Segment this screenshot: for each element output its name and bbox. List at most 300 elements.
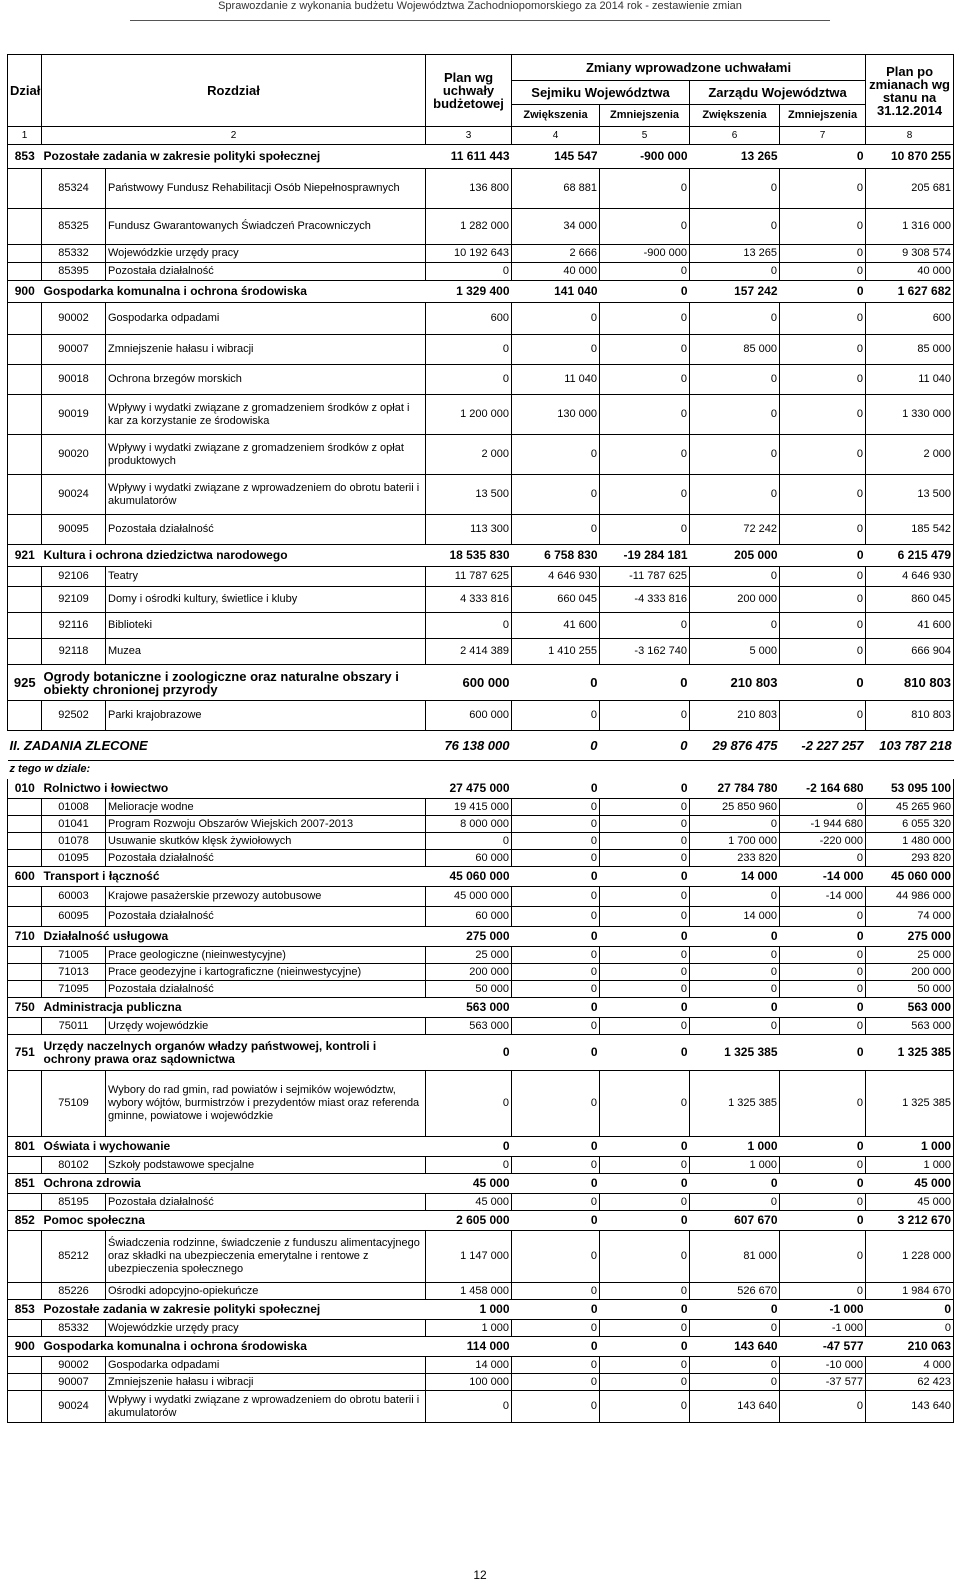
plan-po-value: 205 681	[866, 169, 954, 209]
sejmik-zwiekszenia-value: 141 040	[512, 281, 600, 303]
dzial-cell-empty	[8, 1231, 42, 1283]
rozdzial-code: 90007	[42, 335, 106, 365]
rozdzial-name: Usuwanie skutków klęsk żywiołowych	[106, 833, 426, 850]
sejmik-zwiekszenia-value: 0	[512, 1194, 600, 1211]
dzial-row	[8, 779, 954, 799]
zarzad-zwiekszenia-value: 81 000	[690, 1231, 780, 1283]
dzial-cell-empty	[8, 169, 42, 209]
plan-value: 136 800	[426, 169, 512, 209]
rozdzial-code: 75011	[42, 1018, 106, 1035]
plan-po-value: 4 000	[866, 1357, 954, 1374]
rozdzial-row	[8, 947, 954, 964]
budget-changes-table	[7, 54, 954, 1423]
dzial-name: Pozostałe zadania w zakresie polityki społecznej	[42, 145, 426, 169]
zarzad-zwiekszenia-value: 0	[690, 567, 780, 587]
dzial-cell-empty	[8, 887, 42, 907]
rozdzial-row	[8, 303, 954, 335]
dzial-code: 600	[8, 867, 42, 887]
sejmik-zmniejszenia-value: 0	[600, 365, 690, 395]
sejmik-zwiekszenia-value: 0	[512, 515, 600, 545]
sejmik-zwiekszenia-value: 0	[512, 850, 600, 867]
plan-value: 60 000	[426, 850, 512, 867]
col-header-zarzad-zwiekszenia: Zwiększenia	[690, 105, 780, 127]
zarzad-zmniejszenia-value: -2 227 257	[780, 731, 866, 761]
zarzad-zwiekszenia-value: 0	[690, 365, 780, 395]
plan-po-value: 25 000	[866, 947, 954, 964]
rozdzial-row	[8, 1357, 954, 1374]
zarzad-zmniejszenia-value: 0	[780, 303, 866, 335]
sejmik-zmniejszenia-value: 0	[600, 964, 690, 981]
dzial-row	[8, 927, 954, 947]
rozdzial-row	[8, 365, 954, 395]
rozdzial-row	[8, 1283, 954, 1300]
rozdzial-row	[8, 701, 954, 731]
rozdzial-row	[8, 1320, 954, 1337]
dzial-cell-empty	[8, 303, 42, 335]
dzial-cell-empty	[8, 1071, 42, 1137]
zarzad-zmniejszenia-value: 0	[780, 395, 866, 435]
dzial-name: Działalność usługowa	[42, 927, 426, 947]
page-number: 12	[473, 1568, 487, 1582]
plan-po-value: 0	[866, 1320, 954, 1337]
sejmik-zwiekszenia-value: 0	[512, 1157, 600, 1174]
rozdzial-name: Ochrona brzegów morskich	[106, 365, 426, 395]
sejmik-zmniejszenia-value: -19 284 181	[600, 545, 690, 567]
sejmik-zmniejszenia-value: 0	[600, 1194, 690, 1211]
rozdzial-row	[8, 1231, 954, 1283]
dzial-cell-empty	[8, 1194, 42, 1211]
dzial-code: 853	[8, 145, 42, 169]
plan-value: 0	[426, 263, 512, 281]
zarzad-zmniejszenia-value: 0	[780, 1071, 866, 1137]
plan-po-value: 1 316 000	[866, 209, 954, 245]
zarzad-zwiekszenia-value: 0	[690, 169, 780, 209]
plan-value: 45 000	[426, 1174, 512, 1194]
plan-po-value: 45 060 000	[866, 867, 954, 887]
rozdzial-name: Urzędy wojewódzkie	[106, 1018, 426, 1035]
sejmik-zwiekszenia-value: 0	[512, 1357, 600, 1374]
zarzad-zwiekszenia-value: 1 700 000	[690, 833, 780, 850]
plan-value: 60 000	[426, 907, 512, 927]
sejmik-zwiekszenia-value: 660 045	[512, 587, 600, 613]
zarzad-zwiekszenia-value: 85 000	[690, 335, 780, 365]
zarzad-zwiekszenia-value: 0	[690, 263, 780, 281]
dzial-name: Ogrody botaniczne i zoologiczne oraz naturalne obszary i obiekty chronionej przyrody	[42, 665, 426, 701]
rozdzial-code: 92502	[42, 701, 106, 731]
zarzad-zmniejszenia-value: 0	[780, 1231, 866, 1283]
dzial-row	[8, 1174, 954, 1194]
rozdzial-code: 90002	[42, 1357, 106, 1374]
plan-po-value: 1 984 670	[866, 1283, 954, 1300]
rozdzial-code: 80102	[42, 1157, 106, 1174]
rozdzial-code: 60003	[42, 887, 106, 907]
rozdzial-name: Prace geologiczne (nieinwestycyjne)	[106, 947, 426, 964]
plan-value: 0	[426, 613, 512, 639]
zarzad-zwiekszenia-value: 0	[690, 1174, 780, 1194]
zarzad-zwiekszenia-value: 0	[690, 209, 780, 245]
sejmik-zwiekszenia-value: 2 666	[512, 245, 600, 263]
zarzad-zmniejszenia-value: 0	[780, 1211, 866, 1231]
zarzad-zwiekszenia-value: 14 000	[690, 867, 780, 887]
zarzad-zwiekszenia-value: 143 640	[690, 1337, 780, 1357]
dzial-name: Gospodarka komunalna i ochrona środowiska	[42, 281, 426, 303]
zarzad-zwiekszenia-value: 233 820	[690, 850, 780, 867]
dzial-code: 925	[8, 665, 42, 701]
zarzad-zwiekszenia-value: 0	[690, 816, 780, 833]
rozdzial-name: Pozostała działalność	[106, 1194, 426, 1211]
dzial-code: 900	[8, 281, 42, 303]
plan-po-value: 0	[866, 1300, 954, 1320]
zarzad-zwiekszenia-value: 29 876 475	[690, 731, 780, 761]
rozdzial-code: 90095	[42, 515, 106, 545]
sejmik-zwiekszenia-value: 0	[512, 1283, 600, 1300]
header-divider	[130, 20, 830, 21]
zarzad-zwiekszenia-value: 205 000	[690, 545, 780, 567]
sejmik-zmniejszenia-value: 0	[600, 1391, 690, 1423]
dzial-name: Administracja publiczna	[42, 998, 426, 1018]
sejmik-zmniejszenia-value: -4 333 816	[600, 587, 690, 613]
plan-po-value: 600	[866, 303, 954, 335]
rozdzial-code: 90024	[42, 1391, 106, 1423]
plan-value: 563 000	[426, 998, 512, 1018]
rozdzial-code: 71013	[42, 964, 106, 981]
rozdzial-row	[8, 209, 954, 245]
zarzad-zmniejszenia-value: 0	[780, 335, 866, 365]
plan-value: 13 500	[426, 475, 512, 515]
zarzad-zwiekszenia-value: 27 784 780	[690, 779, 780, 799]
sejmik-zmniejszenia-value: 0	[600, 1211, 690, 1231]
sejmik-zmniejszenia-value: 0	[600, 927, 690, 947]
plan-value: 200 000	[426, 964, 512, 981]
plan-po-value: 45 000	[866, 1194, 954, 1211]
sejmik-zwiekszenia-value: 0	[512, 475, 600, 515]
zarzad-zmniejszenia-value: 0	[780, 1391, 866, 1423]
dzial-name: Rolnictwo i łowiectwo	[42, 779, 426, 799]
dzial-cell-empty	[8, 1283, 42, 1300]
rozdzial-name: Pozostała działalność	[106, 981, 426, 998]
sejmik-zwiekszenia-value: 41 600	[512, 613, 600, 639]
sejmik-zwiekszenia-value: 0	[512, 435, 600, 475]
col-number: 3	[426, 127, 512, 145]
sejmik-zwiekszenia-value: 0	[512, 335, 600, 365]
plan-po-value: 185 542	[866, 515, 954, 545]
dzial-row	[8, 1337, 954, 1357]
sejmik-zmniejszenia-value: 0	[600, 1137, 690, 1157]
zarzad-zwiekszenia-value: 1 325 385	[690, 1071, 780, 1137]
dzial-cell-empty	[8, 799, 42, 816]
rozdzial-name: Wpływy i wydatki związane z wprowadzeniem do obrotu baterii i akumulatorów	[106, 1391, 426, 1423]
dzial-cell-empty	[8, 395, 42, 435]
rozdzial-row	[8, 335, 954, 365]
rozdzial-row	[8, 475, 954, 515]
plan-po-value: 44 986 000	[866, 887, 954, 907]
rozdzial-row	[8, 1157, 954, 1174]
plan-value: 18 535 830	[426, 545, 512, 567]
plan-po-value: 50 000	[866, 981, 954, 998]
sejmik-zwiekszenia-value: 0	[512, 1320, 600, 1337]
plan-po-value: 810 803	[866, 701, 954, 731]
plan-po-value: 563 000	[866, 998, 954, 1018]
rozdzial-name: Biblioteki	[106, 613, 426, 639]
plan-value: 1 200 000	[426, 395, 512, 435]
plan-po-value: 6 055 320	[866, 816, 954, 833]
zarzad-zmniejszenia-value: 0	[780, 1174, 866, 1194]
col-header-sejmik-zmniejszenia: Zmniejszenia	[600, 105, 690, 127]
sejmik-zwiekszenia-value: 0	[512, 816, 600, 833]
sejmik-zmniejszenia-value: 0	[600, 867, 690, 887]
rozdzial-row	[8, 833, 954, 850]
dzial-cell-empty	[8, 435, 42, 475]
dzial-code: 750	[8, 998, 42, 1018]
dzial-cell-empty	[8, 850, 42, 867]
sejmik-zwiekszenia-value: 130 000	[512, 395, 600, 435]
sejmik-zwiekszenia-value: 4 646 930	[512, 567, 600, 587]
sejmik-zmniejszenia-value: -3 162 740	[600, 639, 690, 665]
rozdzial-row	[8, 887, 954, 907]
col-header-plan: Plan wg uchwały budżetowej	[426, 55, 512, 127]
sejmik-zmniejszenia-value: 0	[600, 816, 690, 833]
col-number: 5	[600, 127, 690, 145]
zarzad-zwiekszenia-value: 13 265	[690, 245, 780, 263]
subheading-row	[8, 761, 954, 779]
plan-po-value: 45 265 960	[866, 799, 954, 816]
sejmik-zwiekszenia-value: 0	[512, 731, 600, 761]
rozdzial-name: Wojewódzkie urzędy pracy	[106, 245, 426, 263]
zarzad-zmniejszenia-value: 0	[780, 169, 866, 209]
zarzad-zmniejszenia-value: 0	[780, 907, 866, 927]
sejmik-zwiekszenia-value: 0	[512, 665, 600, 701]
rozdzial-name: Szkoły podstawowe specjalne	[106, 1157, 426, 1174]
zarzad-zwiekszenia-value: 0	[690, 475, 780, 515]
rozdzial-code: 92106	[42, 567, 106, 587]
dzial-cell-empty	[8, 1374, 42, 1391]
rozdzial-name: Pozostała działalność	[106, 515, 426, 545]
rozdzial-row	[8, 1391, 954, 1423]
plan-value: 45 060 000	[426, 867, 512, 887]
rozdzial-name: Program Rozwoju Obszarów Wiejskich 2007-2013	[106, 816, 426, 833]
zarzad-zmniejszenia-value: 0	[780, 281, 866, 303]
sejmik-zmniejszenia-value: 0	[600, 1374, 690, 1391]
zarzad-zmniejszenia-value: 0	[780, 587, 866, 613]
sejmik-zmniejszenia-value: 0	[600, 335, 690, 365]
plan-po-value: 45 000	[866, 1174, 954, 1194]
plan-po-value: 1 000	[866, 1137, 954, 1157]
plan-po-value: 2 000	[866, 435, 954, 475]
col-header-sejmik-zwiekszenia: Zwiększenia	[512, 105, 600, 127]
sejmik-zwiekszenia-value: 0	[512, 1337, 600, 1357]
rozdzial-row	[8, 907, 954, 927]
rozdzial-code: 85325	[42, 209, 106, 245]
dzial-cell-empty	[8, 964, 42, 981]
zarzad-zmniejszenia-value: 0	[780, 567, 866, 587]
dzial-row	[8, 1211, 954, 1231]
sejmik-zmniejszenia-value: 0	[600, 799, 690, 816]
rozdzial-code: 60095	[42, 907, 106, 927]
zarzad-zwiekszenia-value: 5 000	[690, 639, 780, 665]
dzial-row	[8, 867, 954, 887]
dzial-cell-empty	[8, 907, 42, 927]
col-header-dzial: Dział	[8, 55, 42, 127]
zarzad-zmniejszenia-value: 0	[780, 245, 866, 263]
plan-po-value: 1 325 385	[866, 1071, 954, 1137]
dzial-cell-empty	[8, 365, 42, 395]
col-number: 6	[690, 127, 780, 145]
zarzad-zwiekszenia-value: 0	[690, 887, 780, 907]
dzial-cell-empty	[8, 947, 42, 964]
plan-value: 1 458 000	[426, 1283, 512, 1300]
zarzad-zwiekszenia-value: 0	[690, 395, 780, 435]
rozdzial-row	[8, 850, 954, 867]
rozdzial-name: Ośrodki adopcyjno-opiekuńcze	[106, 1283, 426, 1300]
page-header	[0, 0, 960, 34]
rozdzial-row	[8, 587, 954, 613]
dzial-cell-empty	[8, 567, 42, 587]
plan-value: 1 000	[426, 1300, 512, 1320]
dzial-name: Oświata i wychowanie	[42, 1137, 426, 1157]
rozdzial-name: Państwowy Fundusz Rehabilitacji Osób Niepełnosprawnych	[106, 169, 426, 209]
zarzad-zmniejszenia-value: 0	[780, 665, 866, 701]
col-header-sejmik: Sejmiku Województwa	[512, 81, 690, 105]
zarzad-zmniejszenia-value: 0	[780, 964, 866, 981]
plan-po-value: 10 870 255	[866, 145, 954, 169]
plan-value: 2 605 000	[426, 1211, 512, 1231]
dzial-name: Pomoc społeczna	[42, 1211, 426, 1231]
sejmik-zwiekszenia-value: 0	[512, 907, 600, 927]
plan-value: 10 192 643	[426, 245, 512, 263]
rozdzial-code: 01008	[42, 799, 106, 816]
dzial-cell-empty	[8, 1391, 42, 1423]
col-header-zarzad: Zarządu Województwa	[690, 81, 866, 105]
sejmik-zmniejszenia-value: 0	[600, 1018, 690, 1035]
sejmik-zmniejszenia-value: 0	[600, 731, 690, 761]
rozdzial-name: Krajowe pasażerskie przewozy autobusowe	[106, 887, 426, 907]
sejmik-zmniejszenia-value: -900 000	[600, 245, 690, 263]
zarzad-zwiekszenia-value: 0	[690, 964, 780, 981]
sejmik-zwiekszenia-value: 0	[512, 779, 600, 799]
zarzad-zwiekszenia-value: 0	[690, 927, 780, 947]
plan-po-value: 1 627 682	[866, 281, 954, 303]
plan-po-value: 1 330 000	[866, 395, 954, 435]
sejmik-zwiekszenia-value: 0	[512, 1300, 600, 1320]
plan-po-value: 13 500	[866, 475, 954, 515]
plan-value: 8 000 000	[426, 816, 512, 833]
zarzad-zmniejszenia-value: -220 000	[780, 833, 866, 850]
rozdzial-row	[8, 981, 954, 998]
zarzad-zwiekszenia-value: 1 325 385	[690, 1035, 780, 1071]
dzial-cell-empty	[8, 816, 42, 833]
sejmik-zwiekszenia-value: 0	[512, 1174, 600, 1194]
plan-po-value: 4 646 930	[866, 567, 954, 587]
sejmik-zwiekszenia-value: 0	[512, 1137, 600, 1157]
rozdzial-code: 85226	[42, 1283, 106, 1300]
rozdzial-code: 90002	[42, 303, 106, 335]
plan-value: 76 138 000	[426, 731, 512, 761]
rozdzial-row	[8, 515, 954, 545]
zarzad-zmniejszenia-value: 0	[780, 263, 866, 281]
sejmik-zmniejszenia-value: 0	[600, 1300, 690, 1320]
rozdzial-row	[8, 1071, 954, 1137]
dzial-cell-empty	[8, 1320, 42, 1337]
plan-po-value: 563 000	[866, 1018, 954, 1035]
zarzad-zmniejszenia-value: 0	[780, 981, 866, 998]
zarzad-zwiekszenia-value: 13 265	[690, 145, 780, 169]
col-number: 8	[866, 127, 954, 145]
sejmik-zwiekszenia-value: 0	[512, 701, 600, 731]
rozdzial-name: Pozostała działalność	[106, 850, 426, 867]
zarzad-zmniejszenia-value: 0	[780, 475, 866, 515]
plan-value: 11 611 443	[426, 145, 512, 169]
zarzad-zmniejszenia-value: 0	[780, 1018, 866, 1035]
zarzad-zmniejszenia-value: -47 577	[780, 1337, 866, 1357]
plan-po-value: 62 423	[866, 1374, 954, 1391]
rozdzial-code: 85395	[42, 263, 106, 281]
dzial-row	[8, 1137, 954, 1157]
dzial-cell-empty	[8, 1357, 42, 1374]
plan-value: 114 000	[426, 1337, 512, 1357]
plan-po-value: 1 480 000	[866, 833, 954, 850]
plan-value: 19 415 000	[426, 799, 512, 816]
zarzad-zwiekszenia-value: 0	[690, 1194, 780, 1211]
zarzad-zmniejszenia-value: 0	[780, 435, 866, 475]
zarzad-zmniejszenia-value: 0	[780, 209, 866, 245]
rozdzial-code: 85212	[42, 1231, 106, 1283]
sejmik-zwiekszenia-value: 68 881	[512, 169, 600, 209]
dzial-row	[8, 1300, 954, 1320]
rozdzial-name: Zmniejszenie hałasu i wibracji	[106, 335, 426, 365]
plan-po-value: 41 600	[866, 613, 954, 639]
sejmik-zwiekszenia-value: 0	[512, 998, 600, 1018]
sejmik-zwiekszenia-value: 0	[512, 833, 600, 850]
dzial-row	[8, 145, 954, 169]
rozdzial-row	[8, 263, 954, 281]
sejmik-zmniejszenia-value: 0	[600, 281, 690, 303]
zarzad-zwiekszenia-value: 1 000	[690, 1137, 780, 1157]
plan-po-value: 74 000	[866, 907, 954, 927]
rozdzial-name: Parki krajobrazowe	[106, 701, 426, 731]
dzial-code: 900	[8, 1337, 42, 1357]
plan-po-value: 200 000	[866, 964, 954, 981]
rozdzial-name: Teatry	[106, 567, 426, 587]
rozdzial-name: Wojewódzkie urzędy pracy	[106, 1320, 426, 1337]
plan-value: 1 329 400	[426, 281, 512, 303]
plan-po-value: 810 803	[866, 665, 954, 701]
rozdzial-name: Muzea	[106, 639, 426, 665]
rozdzial-row	[8, 613, 954, 639]
plan-po-value: 103 787 218	[866, 731, 954, 761]
rozdzial-name: Gospodarka odpadami	[106, 303, 426, 335]
section-title: II. ZADANIA ZLECONE	[8, 731, 426, 761]
dzial-code: 710	[8, 927, 42, 947]
zarzad-zmniejszenia-value: 0	[780, 545, 866, 567]
sejmik-zwiekszenia-value: 0	[512, 799, 600, 816]
plan-value: 11 787 625	[426, 567, 512, 587]
sejmik-zwiekszenia-value: 0	[512, 981, 600, 998]
dzial-cell-empty	[8, 701, 42, 731]
sejmik-zmniejszenia-value: 0	[600, 779, 690, 799]
zarzad-zmniejszenia-value: 0	[780, 850, 866, 867]
dzial-cell-empty	[8, 981, 42, 998]
sejmik-zmniejszenia-value: 0	[600, 665, 690, 701]
plan-value: 600 000	[426, 701, 512, 731]
dzial-code: 921	[8, 545, 42, 567]
zarzad-zwiekszenia-value: 0	[690, 613, 780, 639]
sejmik-zmniejszenia-value: 0	[600, 833, 690, 850]
zarzad-zmniejszenia-value: -2 164 680	[780, 779, 866, 799]
dzial-cell-empty	[8, 475, 42, 515]
dzial-row	[8, 281, 954, 303]
zarzad-zmniejszenia-value: -10 000	[780, 1357, 866, 1374]
sejmik-zmniejszenia-value: 0	[600, 1071, 690, 1137]
